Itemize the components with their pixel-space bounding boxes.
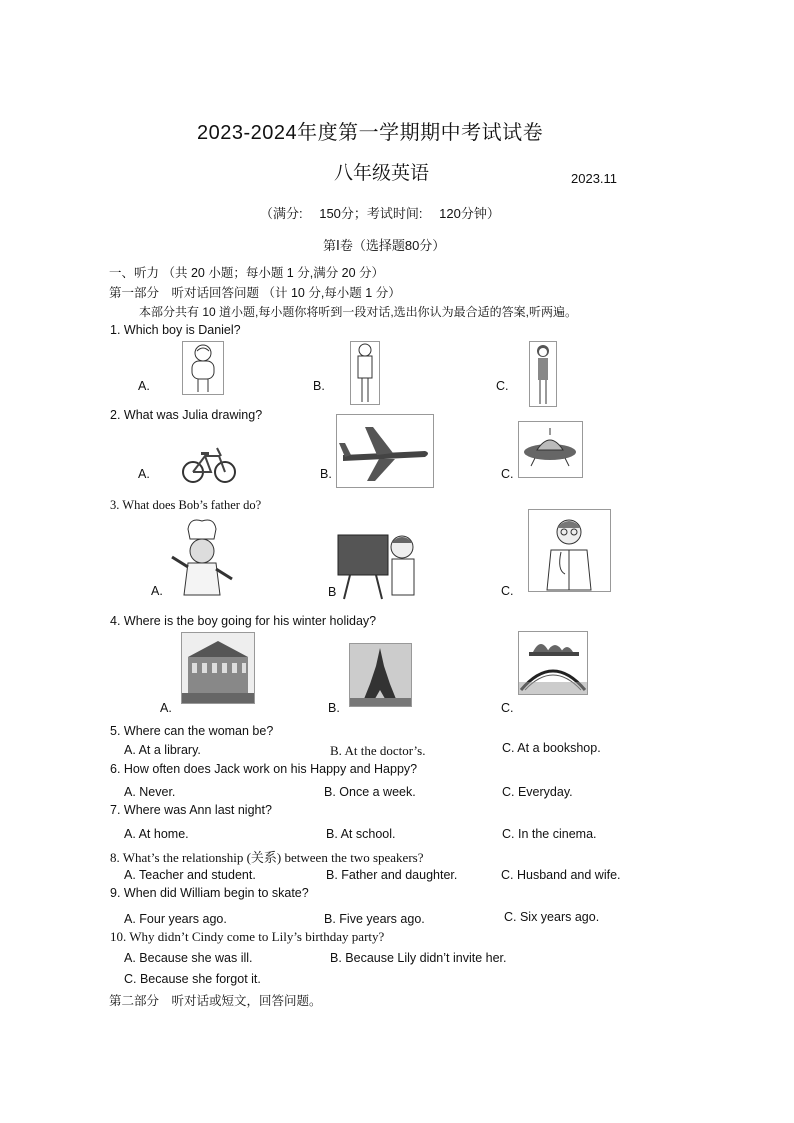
option-c[interactable]: C. Because she forgot it. [124, 972, 261, 986]
option-c[interactable]: C. At a bookshop. [502, 741, 601, 755]
option-b[interactable]: B. At the doctor’s. [330, 743, 426, 758]
option-label[interactable]: C. [501, 467, 514, 481]
question-stem: 7. Where was Ann last night? [110, 803, 272, 817]
option-a[interactable]: A. Four years ago. [124, 912, 227, 926]
part2-heading: 第二部分 听对话或短文，回答问题。 [109, 994, 322, 1008]
question-stem: 8. What’s the relationship (关系) between the two speakers? [110, 850, 424, 865]
exam-subtitle: 八年级英语 [334, 163, 430, 184]
option-label[interactable]: A. [138, 467, 150, 481]
thin-boy-icon[interactable] [529, 341, 557, 407]
question-stem: 6. How often does Jack work on his Happy and Happy? [110, 762, 418, 776]
question-stem: 5. Where can the woman be? [110, 724, 274, 738]
question-stem: 4. Where is the boy going for his winter holiday? [110, 614, 377, 628]
question-stem: 2. What was Julia drawing? [110, 408, 263, 422]
bicycle-icon[interactable] [181, 434, 237, 488]
volume-heading: 第Ⅰ卷（选择题80分） [323, 238, 446, 253]
question-stem: 1. Which boy is Daniel? [110, 323, 241, 337]
ufo-icon[interactable] [518, 421, 583, 478]
option-c[interactable]: C. Six years ago. [504, 910, 600, 924]
question-stem: 10. Why didn’t Cindy come to Lily’s birthday party? [110, 929, 385, 944]
option-label[interactable]: C. [501, 584, 514, 598]
option-a[interactable]: A. Teacher and student. [124, 868, 256, 882]
option-b[interactable]: B. Because Lily didn’t invite her. [330, 951, 507, 965]
option-label[interactable]: C. [501, 701, 514, 715]
option-b[interactable]: B. Five years ago. [324, 912, 425, 926]
option-b[interactable]: B. At school. [326, 827, 396, 841]
instructions: 本部分共有 10 道小题,每小题你将听到一段对话,选出你认为最合适的答案,听两遍。 [139, 305, 578, 319]
exam-date: 2023.11 [571, 171, 618, 186]
option-b[interactable]: B. Once a week. [324, 785, 416, 799]
option-label[interactable]: B. [328, 701, 340, 715]
option-a[interactable]: A. At a library. [124, 743, 201, 757]
option-label[interactable]: B [328, 585, 337, 599]
option-c[interactable]: C. In the cinema. [502, 827, 597, 841]
option-label[interactable]: B. [320, 467, 332, 481]
option-label[interactable]: C. [496, 379, 509, 393]
option-label[interactable]: A. [151, 584, 163, 598]
teacher-icon[interactable] [336, 527, 420, 601]
eiffel-tower-icon[interactable] [349, 643, 412, 707]
question-stem: 3. What does Bob’s father do? [110, 498, 262, 512]
question-stem: 9. When did William begin to skate? [110, 886, 309, 900]
option-c[interactable]: C. Husband and wife. [501, 868, 621, 882]
section-heading: 一、听力 （共 20 小题；每小题 1 分,满分 20 分） [109, 266, 385, 280]
chubby-boy-icon[interactable] [182, 341, 224, 395]
chef-icon[interactable] [168, 517, 236, 599]
option-label[interactable]: A. [138, 379, 150, 393]
option-b[interactable]: B. Father and daughter. [326, 868, 458, 882]
exam-meta: （满分: 150分；考试时间: 120分钟） [260, 206, 500, 221]
tall-boy-icon[interactable] [350, 341, 380, 405]
airplane-icon[interactable] [336, 414, 434, 488]
option-c[interactable]: C. Everyday. [502, 785, 573, 799]
palace-icon[interactable] [181, 632, 255, 704]
option-label[interactable]: B. [313, 379, 325, 393]
option-label[interactable]: A. [160, 701, 172, 715]
doctor-icon[interactable] [528, 509, 611, 592]
option-a[interactable]: A. At home. [124, 827, 189, 841]
part1-heading: 第一部分 听对话回答问题 （计 10 分,每小题 1 分） [109, 286, 401, 300]
option-a[interactable]: A. Because she was ill. [124, 951, 253, 965]
sydney-opera-house-icon[interactable] [518, 631, 588, 695]
option-a[interactable]: A. Never. [124, 785, 176, 799]
exam-title: 2023-2024年度第一学期期中考试试卷 [197, 122, 544, 144]
